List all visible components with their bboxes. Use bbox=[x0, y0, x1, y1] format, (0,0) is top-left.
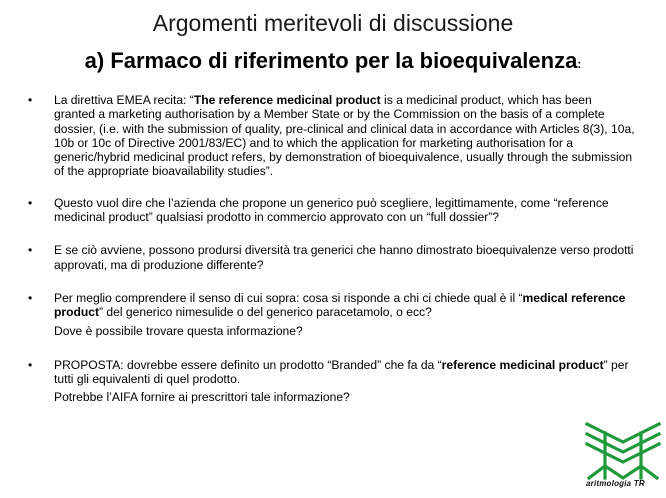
bullet-item-question bbox=[26, 196, 636, 225]
bullet-text: Questo vuol dire che l’azienda che propone un generico può scegliere, legittimamente, come “reference medicinal product” qualsiasi prodotto in commercio approvato con un “full dossier”? bbox=[54, 195, 609, 225]
subtitle-colon: : bbox=[577, 57, 582, 71]
bullet-text bbox=[54, 358, 636, 387]
bullet-text-bold: The reference medicinal product bbox=[193, 93, 381, 107]
bullet-item-proposal bbox=[26, 358, 636, 405]
subtitle-text: a) Farmaco di riferimento per la bioequivalenza bbox=[84, 48, 578, 73]
bullet-subtext: Potrebbe l’AIFA fornire ai prescrittori tale informazione? bbox=[54, 390, 350, 405]
bullet-item-understand bbox=[26, 291, 636, 338]
bullet-text-part: ” del generico nimesulide o del generico paracetamolo, o ecc? bbox=[99, 305, 432, 320]
bullet-text: E se ciò avviene, possono prodursi diversità tra generici che hanno dimostrato bioequivalenze verso prodotti approvati, ma di produzione differente? bbox=[54, 243, 634, 272]
bullet-item-emea bbox=[26, 93, 636, 179]
bullet-icon: • bbox=[28, 290, 33, 305]
logo-text: aritmologia TR bbox=[586, 479, 645, 488]
slide-title: Argomenti meritevoli di discussione bbox=[152, 10, 514, 36]
bullet-text-bold: reference medicinal product bbox=[441, 357, 604, 372]
bullet-text bbox=[54, 93, 636, 179]
bullet-icon: • bbox=[28, 93, 33, 107]
bullet-text bbox=[54, 291, 636, 320]
bullet-item-diversity bbox=[26, 243, 636, 272]
bullet-icon: • bbox=[28, 195, 33, 210]
slide-subtitle bbox=[0, 46, 666, 79]
bullet-icon: • bbox=[28, 357, 33, 372]
bullet-text-bold: medical reference product bbox=[54, 290, 626, 320]
bullet-text-part: is a medicinal product, which has been granted a marketing authorisation by a Member State or by the Commission on the basis of a complete dossier, (i.e. with the submission of quality, pre-clinical and clinical data in accordance with Articles 8(3), 10a, 10b or 10c of Directive 2001/83/EC) and to which the application for marketing authorisation for a generic/hybrid medicinal product refers, by demonstration of bioequivalence, usually through the submission of the appropriate bioavailability studies”. bbox=[54, 93, 635, 179]
bullet-subtext: Dove è possibile trovare questa informazione? bbox=[54, 323, 303, 338]
bullet-text-part: PROPOSTA: dovrebbe essere definito un prodotto “Branded” che fa da “ bbox=[54, 357, 442, 372]
bullet-text-part: La direttiva EMEA recita: “ bbox=[54, 93, 194, 107]
bullet-text-part: Per meglio comprendere il senso di cui sopra: cosa si risponde a chi ci chiede qual è il “ bbox=[54, 290, 523, 305]
bullet-icon: • bbox=[28, 243, 33, 258]
bullet-text-part: ” per tutti gli equivalenti di quel prodotto. bbox=[54, 357, 629, 387]
bullet-list bbox=[26, 93, 636, 405]
